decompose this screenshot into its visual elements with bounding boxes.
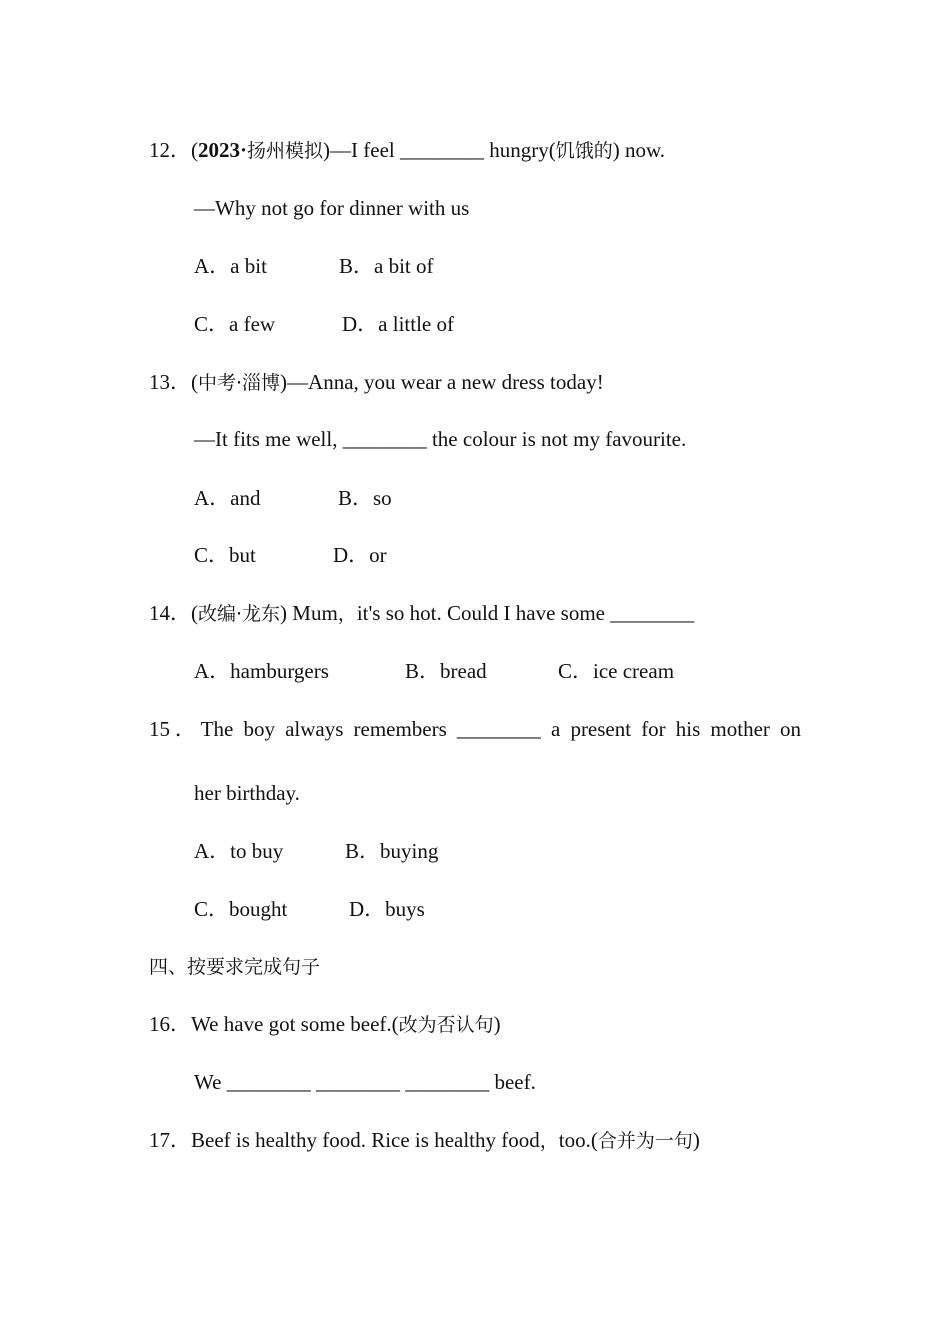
q14-option-a[interactable]: A．hamburgers bbox=[194, 659, 329, 683]
section-title: 四、按要求完成句子 bbox=[149, 956, 321, 978]
question-14-stem: 14．(改编·龙东) Mum，it's so hot. Could I have some ________ bbox=[149, 601, 695, 625]
q12-option-c[interactable]: C．a few bbox=[194, 312, 276, 336]
q15-option-a[interactable]: A．to buy bbox=[194, 839, 284, 863]
q14-option-c[interactable]: C．ice cream bbox=[558, 659, 675, 683]
source-year: 2023· bbox=[198, 138, 248, 162]
question-number: 17． bbox=[149, 1128, 191, 1152]
q14-option-b[interactable]: B．bread bbox=[405, 659, 487, 683]
q12-option-d[interactable]: D．a little of bbox=[342, 312, 454, 336]
question-16-stem: 16．We have got some beef.(改为否认句) bbox=[149, 1012, 501, 1036]
question-15-stem-cont: her birthday. bbox=[194, 781, 300, 805]
question-12-stem: 12．(2023·扬州模拟)—I feel ________ hungry(饥饿的) now. bbox=[149, 138, 666, 162]
q15-option-d[interactable]: D．buys bbox=[349, 897, 425, 921]
question-17-stem: 17．Beef is healthy food. Rice is healthy food，too.(合并为一句) bbox=[149, 1128, 700, 1152]
question-12-reply: —Why not go for dinner with us bbox=[194, 196, 470, 220]
question-13-stem: 13．(中考·淄博)—Anna, you wear a new dress today! bbox=[149, 370, 604, 394]
instruction: 改为否认句 bbox=[398, 1014, 494, 1036]
question-16-answer[interactable]: We ________ ________ ________ beef. bbox=[194, 1070, 536, 1094]
source: 改编·龙东 bbox=[198, 603, 281, 625]
q12-option-b[interactable]: B．a bit of bbox=[339, 254, 434, 278]
question-number: 14． bbox=[149, 601, 191, 625]
q13-option-d[interactable]: D．or bbox=[333, 543, 387, 567]
question-number: 12． bbox=[149, 138, 191, 162]
q15-option-b[interactable]: B．buying bbox=[345, 839, 439, 863]
question-number: 16． bbox=[149, 1012, 191, 1036]
source-place: 扬州模拟 bbox=[247, 140, 324, 162]
q13-option-c[interactable]: C．but bbox=[194, 543, 256, 567]
question-number: 13． bbox=[149, 370, 191, 394]
q15-option-c[interactable]: C．bought bbox=[194, 897, 288, 921]
question-15-stem: 15．The boy always remembers ________ a present for his mother on bbox=[149, 717, 801, 741]
question-13-reply: —It fits me well, ________ the colour is not my favourite. bbox=[194, 427, 687, 451]
instruction: 合并为一句 bbox=[597, 1130, 693, 1152]
q12-option-a[interactable]: A．a bit bbox=[194, 254, 267, 278]
source: 中考·淄博 bbox=[198, 372, 281, 394]
question-number: 15． bbox=[149, 717, 201, 741]
q13-option-b[interactable]: B．so bbox=[338, 486, 392, 510]
q13-option-a[interactable]: A．and bbox=[194, 486, 261, 510]
